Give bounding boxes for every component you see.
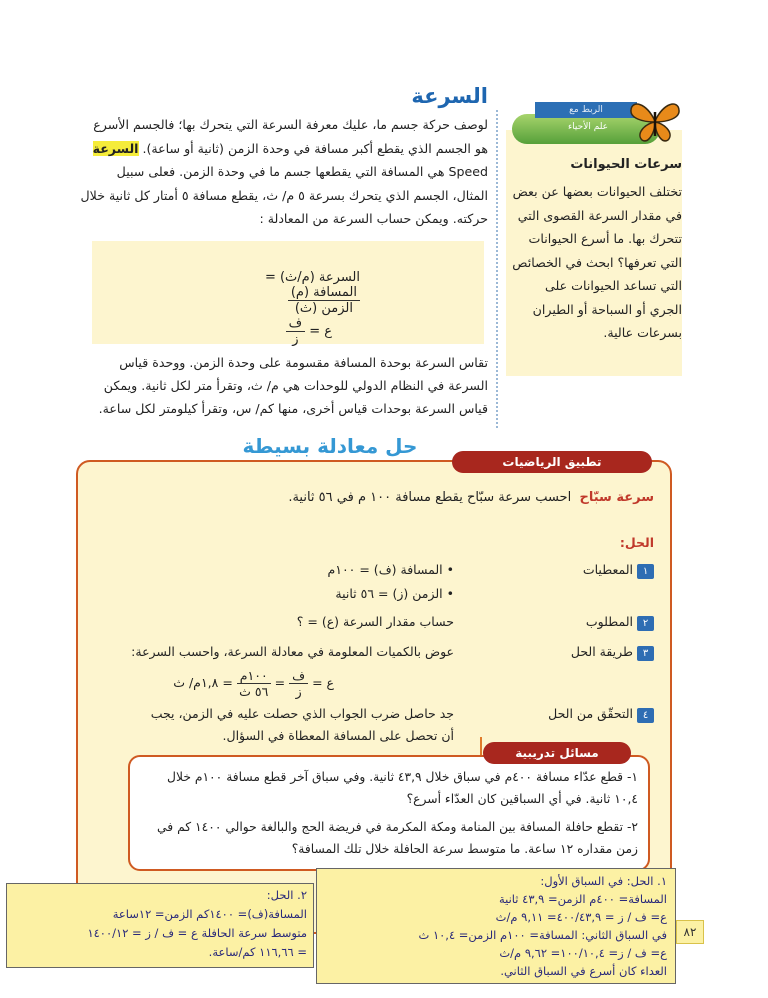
calc-f1-num: ف: [289, 668, 308, 684]
eq2-denominator: ز: [292, 332, 299, 347]
eq2-lhs: ع =: [309, 324, 332, 339]
section-title: السرعة: [411, 84, 488, 108]
step-label-check: [546, 706, 654, 723]
math-heading: حل معادلة بسيطة: [242, 434, 418, 458]
answer2-line: المسافة(ف)= ١٤٠٠كم الزمن= ١٢ساعة: [112, 907, 307, 921]
eq-denominator: الزمن (ث): [294, 301, 353, 316]
step-label-given: [562, 562, 654, 579]
check-text-2: أن تحصل على المسافة المعطاة في السؤال.: [222, 728, 454, 743]
eq-numerator: المسافة (م): [288, 285, 360, 301]
calc-f2-den: ٥٦ ث: [239, 684, 269, 699]
step-label-method: [562, 644, 654, 661]
column-divider: [496, 110, 498, 428]
problem-title: سرعة سبّاح: [579, 490, 654, 505]
step-title: التحقّق من الحل: [548, 706, 633, 721]
speed-equation-symbols: [232, 316, 332, 346]
eq-fraction: [288, 285, 360, 316]
step-number: ١: [637, 564, 654, 579]
intro-paragraph: [80, 113, 488, 231]
method-text: عوض بالكميات المعلومة في معادلة السرعة، واحسب السرعة:: [131, 644, 454, 659]
practice-question-2: ٢- تقطع حافلة المسافة بين المنامة ومكة المكرمة في فريضة الحج والبالغة حوالي ١٤٠٠ كم في زمن مقداره ١٢ ساعة. ما متوسط سرعة الحافلة خلال تلك المسافة؟: [157, 820, 638, 856]
answer1-line: ع= ف / ز= ١٠٠/١٠,٤= ٩,٦٢ م/ث: [499, 946, 667, 960]
practice-questions: [140, 766, 638, 860]
calc-result: = ١,٨م/ ث: [173, 675, 233, 690]
calc-fraction-values: [237, 668, 271, 699]
calc-equals: =: [274, 675, 286, 690]
check-text-1: جد حاصل ضرب الجواب الذي حصلت عليه في الزمن، يجب: [150, 706, 454, 721]
calc-lhs: ع =: [312, 675, 334, 690]
solution-label: الحل:: [619, 535, 654, 550]
math-application-tab: تطبيق الرياضيات: [452, 451, 652, 473]
page-number: ٨٢: [676, 920, 704, 944]
required-text: حساب مقدار السرعة (ع) = ؟: [296, 614, 454, 629]
butterfly-icon: [628, 98, 682, 144]
speed-equation-words: [190, 270, 360, 316]
calc-f1-den: ز: [295, 684, 302, 699]
step-label-required: [562, 614, 654, 631]
answer2-line: ٢. الحل:: [266, 888, 307, 902]
sidebar-body: تختلف الحيوانات بعضها عن بعض في مقدار السرعة القصوى التي تتحرك بها. ما أسرع الحيوانات التي تعرفها؟ ابحث في الخصائص التي تساعد الحيوانات على الجري أو السباحة أو الطيران بسرعات عالية.: [512, 184, 682, 340]
step-number: ٤: [637, 708, 654, 723]
step-title: طريقة الحل: [570, 644, 633, 659]
answer2-line: = ١١٦,٦٦ كم/ساعة.: [208, 945, 307, 959]
eq2-numerator: ف: [286, 316, 305, 332]
eq-lhs: السرعة (م/ث) =: [264, 270, 360, 285]
connection-badge-label: الربط مع: [535, 102, 637, 118]
calc-f2-num: ١٠٠م: [237, 668, 271, 684]
problem-text: احسب سرعة سبّاح يقطع مسافة ١٠٠ م في ٥٦ ثانية.: [288, 490, 572, 505]
calculation: [110, 668, 334, 699]
answer1-line: ١. الحل: في السباق الأول:: [540, 874, 667, 888]
intro-text-1: لوصف حركة جسم ما، عليك معرفة السرعة التي يتحرك بها؛ فالجسم الأسرع هو الجسم الذي يقطع أكبر مسافة في وحدة الزمن (ثانية أو ساعة).: [93, 117, 488, 156]
answer1-line: العداء كان أسرع في السباق الثاني.: [500, 964, 667, 978]
speed-term-highlight: السرعة: [92, 140, 139, 156]
step-title: المعطيات: [582, 562, 633, 577]
answer1-line: في السباق الثاني: المسافة= ١٠٠م الزمن= ١٠,٤ ث: [418, 928, 667, 942]
step-number: ٢: [637, 616, 654, 631]
connector-line: [480, 737, 482, 755]
eq2-fraction: [286, 316, 305, 347]
step-number: ٣: [637, 646, 654, 661]
answer1-line: المسافة= ٤٠٠م الزمن= ٤٣,٩ ثانية: [498, 892, 667, 906]
problem-statement: [150, 490, 654, 505]
given-time: • الزمن (ز) = ٥٦ ثانية: [335, 586, 454, 601]
connection-badge-subject: علم الأحياء: [567, 122, 609, 132]
given-distance: • المسافة (ف) = ١٠٠م: [327, 562, 454, 577]
answer2-line: متوسط سرعة الحافلة ع = ف / ز = ١٤٠٠/١٢: [87, 926, 307, 940]
practice-question-1: ١- قطع عدّاء مسافة ٤٠٠م في سباق خلال ٤٣,٩ ثانية. وفي سباق آخر قطع مسافة ١٠٠م خلال ١٠,٤ ثانية. في أي السباقين كان العدّاء أسرع؟: [167, 770, 638, 806]
answer-note-2: [6, 883, 314, 968]
practice-tab: مسائل تدريبية: [483, 742, 631, 764]
step-title: المطلوب: [585, 614, 633, 629]
intro-text-2: Speed هي المسافة التي يقطعها جسم ما في وحدة الزمن. فعلى سبيل المثال، الجسم الذي يتحرك بسرعة ٥ م/ ث، يقطع مسافة ٥ أمتار كل ثانية خلال حركته. ويمكن حساب السرعة من المعادلة :: [80, 164, 488, 226]
calc-fraction-symbols: [289, 668, 308, 699]
sidebar-title: سرعات الحيوانات: [570, 157, 682, 172]
answer-note-1: [316, 868, 676, 984]
units-paragraph: تقاس السرعة بوحدة المسافة مقسومة على وحدة الزمن. ووحدة قياس السرعة في النظام الدولي للوحدات هي م/ ث، وتقرأ متر لكل ثانية. ويمكن قياس السرعة بوحدات قياس أخرى، منها كم/ س، وتقرأ كيلومتر لكل ساعة.: [98, 355, 488, 416]
answer1-line: ع= ف / ز = ٤٠٠/٤٣,٩= ٩,١١ م/ث: [495, 910, 667, 924]
